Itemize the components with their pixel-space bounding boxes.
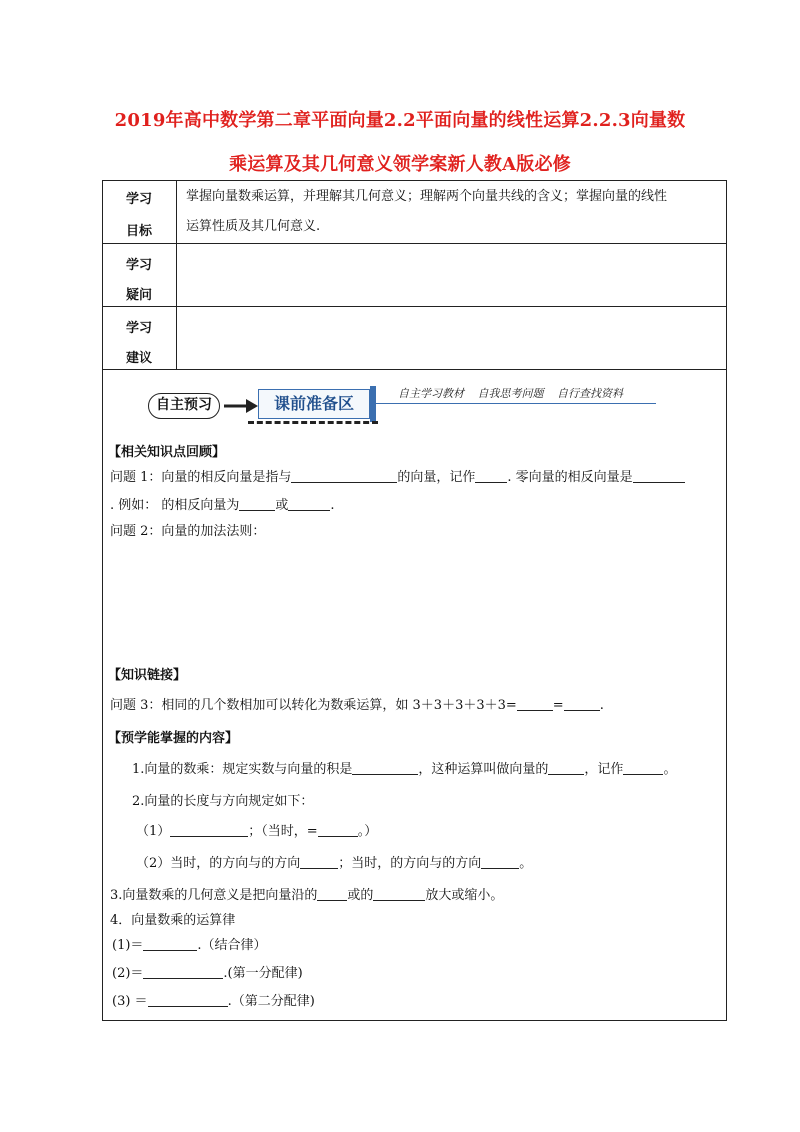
banner-tab (370, 386, 376, 422)
p2-1-text-a: （1） (136, 824, 171, 839)
blank (373, 886, 425, 901)
law-3 (112, 988, 315, 1016)
blank (300, 854, 338, 869)
blank (623, 760, 663, 775)
point-2: 2.向量的长度与方向规定如下： (132, 794, 314, 809)
table-row-divider (102, 369, 727, 370)
blank (475, 468, 507, 483)
related-knowledge-heading: 【相关知识点回顾】 (108, 445, 226, 460)
blank (548, 760, 584, 775)
law2-text-b: .(第一分配律) (223, 966, 303, 981)
blank (318, 822, 358, 837)
blank (633, 468, 685, 483)
p3-text-c: 放大或缩小。 (425, 888, 504, 903)
blank (239, 496, 275, 511)
row-label-goal-bottom: 目标 (125, 224, 152, 239)
question-3 (110, 692, 604, 720)
p3-text-b: 或的 (347, 888, 374, 903)
row-label-question-top: 学习 (125, 258, 152, 273)
q1-text-d: . 例如： 的相反向量为 (110, 498, 240, 513)
p1-text-c: ，记作 (584, 762, 624, 777)
banner-mottos: 自主学习教材 自我思考问题 自行查找资料 (398, 387, 623, 400)
row-label-question-bottom: 疑问 (125, 288, 152, 303)
goal-content-line-1: 掌握向量数乘运算，并理解其几何意义；理解两个向量共线的含义；掌握向量的线性 (186, 189, 668, 204)
p1-text-a: 1.向量的数乘：规定实数与向量的积是 (132, 762, 353, 777)
q3-eq: = (552, 698, 564, 713)
question-1-line-2 (110, 492, 335, 520)
page-title-line-2: 乘运算及其几何意义领学案新人教A版必修 (229, 154, 571, 175)
blank (317, 886, 347, 901)
arrow-right-icon (224, 398, 258, 414)
blank (291, 468, 397, 483)
point-4: 4．向量数乘的运算律 (110, 913, 236, 928)
banner-dashes (248, 421, 378, 424)
p2-1-end: 。） (357, 824, 378, 839)
law3-text-a: (3) ＝ (112, 994, 148, 1009)
law-1 (112, 932, 267, 960)
p2-2-text-b: ；当时，的方向与的方向 (338, 856, 482, 871)
p2-2-text-a: （2）当时，的方向与的方向 (136, 856, 301, 871)
blank (148, 992, 228, 1007)
law3-text-b: .（第二分配律) (227, 994, 315, 1009)
blank (517, 696, 553, 711)
goal-content-line-2: 运算性质及其几何意义. (186, 219, 321, 234)
q1-text-b: 的向量，记作 (397, 470, 476, 485)
point-3 (110, 882, 503, 910)
preview-content-heading: 【预学能掌握的内容】 (108, 731, 239, 746)
law1-text-b: .（结合律） (197, 938, 267, 953)
page-title-line-1: 2019年高中数学第二章平面向量2.2平面向量的线性运算2.2.3向量数 (114, 110, 686, 131)
q1-text-a: 问题 1：向量的相反向量是指与 (110, 470, 292, 485)
p3-text-a: 3.向量数乘的几何意义是把向量沿的 (110, 888, 318, 903)
blank (143, 964, 223, 979)
row-label-goal-top: 学习 (125, 192, 152, 207)
p1-text-b: ，这种运算叫做向量的 (418, 762, 549, 777)
point-1 (132, 756, 676, 784)
point-2-1 (136, 818, 377, 846)
q1-or: 或 (275, 498, 289, 513)
question-2: 问题 2：向量的加法法则： (110, 524, 266, 539)
banner-rule (376, 403, 656, 404)
p2-2-end: 。 (519, 856, 533, 871)
row-label-advice-bottom: 建议 (125, 351, 152, 366)
law2-text-a: (2)＝ (112, 966, 144, 981)
law-2 (112, 960, 303, 988)
table-column-divider (176, 180, 177, 370)
question-1-line-1 (110, 464, 685, 492)
prep-zone-label: 课前准备区 (258, 389, 370, 419)
self-study-badge: 自主预习 (148, 393, 220, 419)
knowledge-link-heading: 【知识链接】 (108, 668, 187, 683)
blank (481, 854, 519, 869)
q3-end: . (599, 698, 604, 713)
point-2-2 (136, 850, 532, 878)
p2-1-text-b: ；（当时，= (248, 824, 318, 839)
q1-end: . (330, 498, 335, 513)
table-row-divider (102, 306, 727, 307)
preview-banner (148, 383, 658, 429)
law1-text-a: (1)＝ (112, 938, 144, 953)
blank (170, 822, 248, 837)
q3-text: 问题 3：相同的几个数相加可以转化为数乘运算，如 3＋3＋3＋3＋3= (110, 698, 517, 713)
blank (352, 760, 418, 775)
q1-text-c: . 零向量的相反向量是 (507, 470, 633, 485)
row-label-advice-top: 学习 (125, 321, 152, 336)
blank (143, 936, 197, 951)
table-row-divider (102, 243, 727, 244)
blank (288, 496, 330, 511)
p1-end: 。 (663, 762, 677, 777)
blank (564, 696, 600, 711)
